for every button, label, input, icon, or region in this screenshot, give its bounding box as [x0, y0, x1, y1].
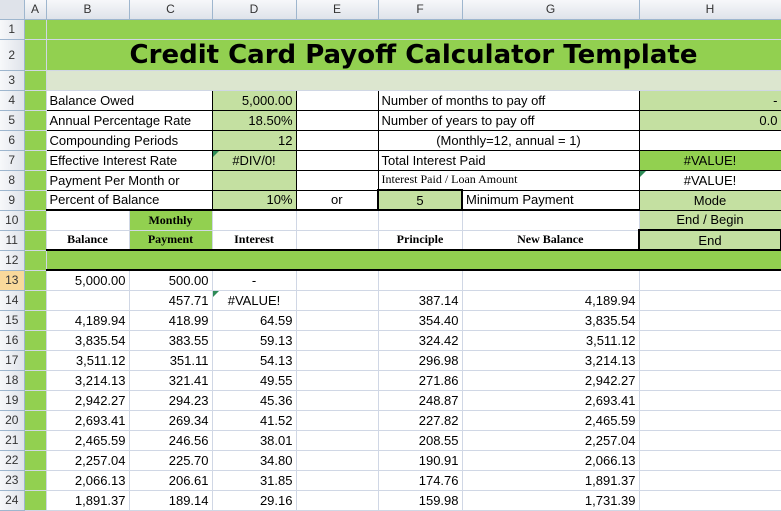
years-to-pay-off-value[interactable]: 0.0	[639, 110, 781, 130]
cell[interactable]	[296, 110, 378, 130]
row-header[interactable]: 7	[0, 150, 24, 170]
compounding-periods-label: Compounding Periods	[46, 130, 212, 150]
or-label: or	[296, 190, 378, 210]
interest-cell[interactable]: #VALUE!	[212, 290, 296, 310]
interest-cell[interactable]: -	[212, 270, 296, 290]
new-balance-cell[interactable]: 1,891.37	[462, 470, 639, 490]
cell[interactable]	[24, 230, 46, 250]
balance-owed-input[interactable]: 5,000.00	[212, 90, 296, 110]
cell[interactable]	[24, 270, 46, 290]
cell[interactable]	[639, 430, 781, 450]
effective-rate-value[interactable]: #DIV/0!	[212, 150, 296, 170]
minimum-payment-label: Minimum Payment	[462, 190, 639, 210]
cell[interactable]	[24, 290, 46, 310]
row-header[interactable]: 21	[0, 430, 24, 450]
row-1	[0, 19, 781, 39]
balance-cell[interactable]: 2,066.13	[46, 470, 129, 490]
row-header[interactable]: 10	[0, 210, 24, 230]
mode-label: Mode	[639, 190, 781, 210]
column-header-g[interactable]: G	[462, 0, 639, 19]
row-10	[0, 210, 781, 230]
cell[interactable]	[24, 330, 46, 350]
row-9	[0, 190, 781, 210]
new-balance-cell[interactable]: 2,257.04	[462, 430, 639, 450]
payment-cell[interactable]: 383.55	[129, 330, 212, 350]
cell[interactable]	[24, 190, 46, 210]
new-balance-cell[interactable]: 2,066.13	[462, 450, 639, 470]
new-balance-cell[interactable]: 4,189.94	[462, 290, 639, 310]
cell[interactable]	[46, 19, 781, 39]
cell[interactable]	[296, 430, 378, 450]
cell[interactable]	[24, 70, 46, 90]
cell[interactable]	[296, 290, 378, 310]
apr-label: Annual Percentage Rate	[46, 110, 212, 130]
years-to-pay-off-label: Number of years to pay off	[378, 110, 639, 130]
cell[interactable]	[296, 350, 378, 370]
interest-cell[interactable]: 34.80	[212, 450, 296, 470]
row-header[interactable]: 5	[0, 110, 24, 130]
cell[interactable]	[24, 470, 46, 490]
table-row	[0, 490, 781, 510]
interest-cell[interactable]: 49.55	[212, 370, 296, 390]
row-7	[0, 150, 781, 170]
column-header-a[interactable]: A	[24, 0, 46, 19]
balance-cell[interactable]: 4,189.94	[46, 310, 129, 330]
principle-cell[interactable]: 296.98	[378, 350, 462, 370]
new-balance-cell[interactable]: 3,214.13	[462, 350, 639, 370]
new-balance-cell[interactable]: 2,465.59	[462, 410, 639, 430]
column-header-d[interactable]: D	[212, 0, 296, 19]
row-header[interactable]: 4	[0, 90, 24, 110]
row-header[interactable]: 20	[0, 410, 24, 430]
cell[interactable]	[24, 39, 46, 70]
cell[interactable]	[24, 370, 46, 390]
row-header[interactable]: 2	[0, 39, 24, 70]
cell[interactable]	[296, 230, 378, 250]
principle-header: Principle	[378, 230, 462, 250]
apr-input[interactable]: 18.50%	[212, 110, 296, 130]
row-header[interactable]: 15	[0, 310, 24, 330]
principle-cell[interactable]: 174.76	[378, 470, 462, 490]
interest-cell[interactable]: 31.85	[212, 470, 296, 490]
cell[interactable]	[639, 330, 781, 350]
total-interest-label: Total Interest Paid	[378, 150, 639, 170]
cell[interactable]	[639, 450, 781, 470]
cell[interactable]	[639, 490, 781, 510]
row-8	[0, 170, 781, 190]
select-all-corner[interactable]	[0, 0, 24, 19]
cell[interactable]	[639, 390, 781, 410]
cell[interactable]	[24, 430, 46, 450]
cell[interactable]	[24, 90, 46, 110]
months-to-pay-off-value[interactable]: -	[639, 90, 781, 110]
row-12	[0, 250, 781, 270]
cell[interactable]	[639, 350, 781, 370]
interest-header: Interest	[212, 230, 296, 250]
table-row	[0, 330, 781, 350]
table-row	[0, 270, 781, 290]
balance-cell[interactable]	[46, 290, 129, 310]
cell[interactable]	[212, 210, 296, 230]
cell[interactable]	[296, 490, 378, 510]
cell[interactable]	[296, 210, 378, 230]
interest-loan-ratio-value[interactable]: #VALUE!	[639, 170, 781, 190]
column-header-c[interactable]: C	[129, 0, 212, 19]
cell[interactable]	[296, 410, 378, 430]
balance-cell[interactable]: 3,835.54	[46, 330, 129, 350]
column-header-row	[0, 0, 781, 19]
new-balance-cell[interactable]	[462, 270, 639, 290]
payment-cell[interactable]: 351.11	[129, 350, 212, 370]
principle-cell[interactable]: 227.82	[378, 410, 462, 430]
balance-cell[interactable]: 2,942.27	[46, 390, 129, 410]
new-balance-cell[interactable]: 3,511.12	[462, 330, 639, 350]
payment-cell[interactable]: 457.71	[129, 290, 212, 310]
payment-cell[interactable]: 189.14	[129, 490, 212, 510]
cell[interactable]	[639, 470, 781, 490]
payment-cell[interactable]: 321.41	[129, 370, 212, 390]
interest-cell[interactable]: 59.13	[212, 330, 296, 350]
cell[interactable]	[296, 90, 378, 110]
row-2	[0, 39, 781, 70]
interest-cell[interactable]: 54.13	[212, 350, 296, 370]
cell[interactable]	[296, 150, 378, 170]
table-row	[0, 370, 781, 390]
cell[interactable]	[24, 450, 46, 470]
balance-owed-label: Balance Owed	[46, 90, 212, 110]
row-header[interactable]: 14	[0, 290, 24, 310]
compounding-note: (Monthly=12, annual = 1)	[378, 130, 639, 150]
cell[interactable]	[639, 410, 781, 430]
cell[interactable]	[296, 170, 378, 190]
cell[interactable]	[24, 350, 46, 370]
monthly-header-line2: Payment	[129, 230, 212, 250]
cell[interactable]	[24, 110, 46, 130]
compounding-periods-input[interactable]: 12	[212, 130, 296, 150]
interest-loan-ratio-label: Interest Paid / Loan Amount	[378, 170, 639, 190]
column-header-f[interactable]: F	[378, 0, 462, 19]
cell[interactable]	[378, 210, 462, 230]
percent-of-balance-input[interactable]: 10%	[212, 190, 296, 210]
table-row	[0, 410, 781, 430]
row-5	[0, 110, 781, 130]
cell[interactable]	[639, 130, 781, 150]
balance-cell[interactable]: 5,000.00	[46, 270, 129, 290]
cell[interactable]	[46, 210, 129, 230]
principle-cell[interactable]: 324.42	[378, 330, 462, 350]
page-title[interactable]: Credit Card Payoff Calculator Template	[46, 39, 781, 70]
interest-cell[interactable]: 29.16	[212, 490, 296, 510]
row-11	[0, 230, 781, 250]
row-header[interactable]: 11	[0, 230, 24, 250]
row-6	[0, 130, 781, 150]
balance-cell[interactable]: 2,257.04	[46, 450, 129, 470]
table-row	[0, 290, 781, 310]
balance-cell[interactable]: 2,693.41	[46, 410, 129, 430]
cell[interactable]	[24, 130, 46, 150]
payment-per-month-input[interactable]	[212, 170, 296, 190]
minimum-payment-input[interactable]: 5	[378, 190, 462, 210]
row-header[interactable]: 3	[0, 70, 24, 90]
column-header-b[interactable]: B	[46, 0, 129, 19]
cell[interactable]	[24, 170, 46, 190]
cell[interactable]	[296, 130, 378, 150]
total-interest-value[interactable]: #VALUE!	[639, 150, 781, 170]
months-to-pay-off-label: Number of months to pay off	[378, 90, 639, 110]
cell[interactable]	[46, 70, 781, 90]
row-header[interactable]: 23	[0, 470, 24, 490]
principle-cell[interactable]: 387.14	[378, 290, 462, 310]
principle-cell[interactable]	[378, 270, 462, 290]
table-row	[0, 470, 781, 490]
new-balance-cell[interactable]: 2,693.41	[462, 390, 639, 410]
cell[interactable]	[296, 330, 378, 350]
new-balance-cell[interactable]: 3,835.54	[462, 310, 639, 330]
effective-rate-label: Effective Interest Rate	[46, 150, 212, 170]
new-balance-header: New Balance	[462, 230, 639, 250]
row-header[interactable]: 22	[0, 450, 24, 470]
payment-per-month-label: Payment Per Month or	[46, 170, 212, 190]
interest-cell[interactable]: 45.36	[212, 390, 296, 410]
cell[interactable]	[296, 470, 378, 490]
column-header-h[interactable]: H	[639, 0, 781, 19]
principle-cell[interactable]: 208.55	[378, 430, 462, 450]
row-3	[0, 70, 781, 90]
cell[interactable]	[24, 490, 46, 510]
payment-cell[interactable]: 206.61	[129, 470, 212, 490]
row-header[interactable]: 12	[0, 250, 24, 270]
row-header[interactable]: 9	[0, 190, 24, 210]
cell[interactable]	[639, 370, 781, 390]
cell[interactable]	[46, 250, 781, 270]
payment-cell[interactable]: 225.70	[129, 450, 212, 470]
row-4	[0, 90, 781, 110]
table-row	[0, 390, 781, 410]
payment-cell[interactable]: 500.00	[129, 270, 212, 290]
principle-cell[interactable]: 159.98	[378, 490, 462, 510]
percent-of-balance-label: Percent of Balance	[46, 190, 212, 210]
cell[interactable]	[639, 290, 781, 310]
mode-select[interactable]: End	[639, 230, 781, 250]
cell[interactable]	[24, 310, 46, 330]
row-header[interactable]: 18	[0, 370, 24, 390]
cell[interactable]	[296, 390, 378, 410]
principle-cell[interactable]: 190.91	[378, 450, 462, 470]
cell[interactable]	[24, 19, 46, 39]
table-row	[0, 310, 781, 330]
payment-cell[interactable]: 246.56	[129, 430, 212, 450]
table-row	[0, 350, 781, 370]
row-header[interactable]: 17	[0, 350, 24, 370]
payment-cell[interactable]: 418.99	[129, 310, 212, 330]
cell[interactable]	[639, 310, 781, 330]
cell[interactable]	[296, 370, 378, 390]
row-header[interactable]: 1	[0, 19, 24, 39]
interest-cell[interactable]: 64.59	[212, 310, 296, 330]
row-header[interactable]: 19	[0, 390, 24, 410]
balance-header: Balance	[46, 230, 129, 250]
row-header[interactable]: 24	[0, 490, 24, 510]
row-header[interactable]: 6	[0, 130, 24, 150]
cell[interactable]	[296, 310, 378, 330]
balance-cell[interactable]: 2,465.59	[46, 430, 129, 450]
cell[interactable]	[639, 270, 781, 290]
cell[interactable]	[24, 150, 46, 170]
table-row	[0, 430, 781, 450]
monthly-header-line1: Monthly	[129, 210, 212, 230]
balance-cell[interactable]: 3,511.12	[46, 350, 129, 370]
principle-cell[interactable]: 248.87	[378, 390, 462, 410]
cell[interactable]	[24, 250, 46, 270]
cell[interactable]	[24, 210, 46, 230]
cell[interactable]	[296, 450, 378, 470]
cell[interactable]	[24, 410, 46, 430]
column-header-e[interactable]: E	[296, 0, 378, 19]
principle-cell[interactable]: 354.40	[378, 310, 462, 330]
cell[interactable]	[462, 210, 639, 230]
row-header[interactable]: 16	[0, 330, 24, 350]
payment-cell[interactable]: 269.34	[129, 410, 212, 430]
balance-cell[interactable]: 3,214.13	[46, 370, 129, 390]
mode-sub-label: End / Begin	[639, 210, 781, 230]
new-balance-cell[interactable]: 1,731.39	[462, 490, 639, 510]
table-row	[0, 450, 781, 470]
row-header[interactable]: 13	[0, 270, 24, 290]
cell[interactable]	[296, 270, 378, 290]
payment-cell[interactable]: 294.23	[129, 390, 212, 410]
interest-cell[interactable]: 38.01	[212, 430, 296, 450]
new-balance-cell[interactable]: 2,942.27	[462, 370, 639, 390]
interest-cell[interactable]: 41.52	[212, 410, 296, 430]
principle-cell[interactable]: 271.86	[378, 370, 462, 390]
balance-cell[interactable]: 1,891.37	[46, 490, 129, 510]
row-header[interactable]: 8	[0, 170, 24, 190]
cell[interactable]	[24, 390, 46, 410]
